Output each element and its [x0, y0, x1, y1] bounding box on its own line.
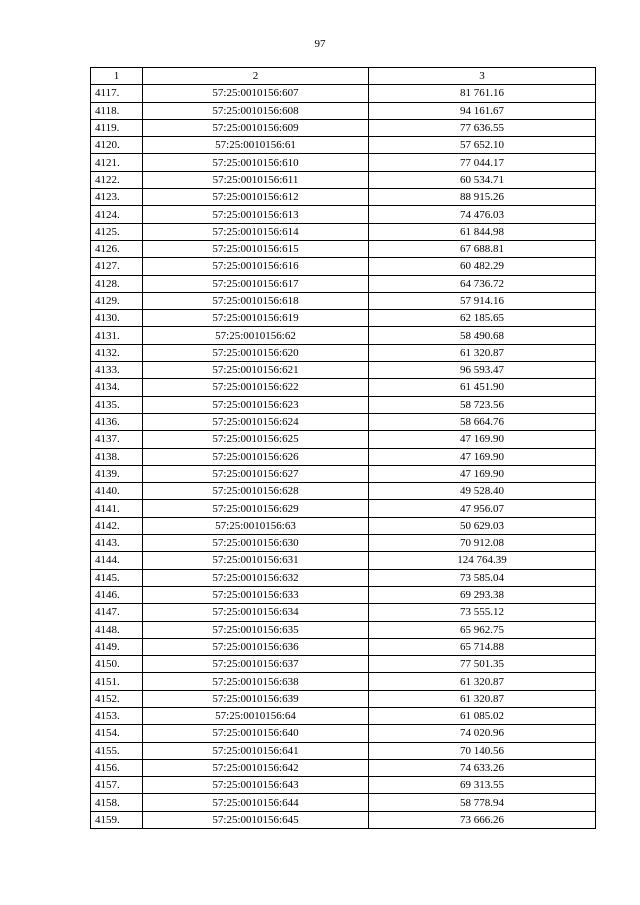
table-row [91, 759, 596, 776]
value-cell: 47 169.90 [369, 448, 596, 465]
table-row [91, 310, 596, 327]
row-number-cell: 4132. [91, 344, 143, 361]
table-row [91, 206, 596, 223]
table-row [91, 656, 596, 673]
row-number-cell: 4123. [91, 189, 143, 206]
cadastral-number-cell: 57:25:0010156:633 [143, 586, 369, 603]
table-row [91, 707, 596, 724]
row-number-cell: 4145. [91, 569, 143, 586]
cadastral-number-cell: 57:25:0010156:616 [143, 258, 369, 275]
value-cell: 88 915.26 [369, 189, 596, 206]
cadastral-number-cell: 57:25:0010156:636 [143, 638, 369, 655]
value-cell: 77 501.35 [369, 656, 596, 673]
header-row [91, 68, 596, 85]
table-row [91, 794, 596, 811]
value-cell: 74 633.26 [369, 759, 596, 776]
cadastral-number-cell: 57:25:0010156:614 [143, 223, 369, 240]
table-row [91, 240, 596, 257]
table-row [91, 604, 596, 621]
table-row [91, 171, 596, 188]
value-cell: 61 320.87 [369, 690, 596, 707]
cadastral-number-cell: 57:25:0010156:611 [143, 171, 369, 188]
cadastral-number-cell: 57:25:0010156:623 [143, 396, 369, 413]
value-cell: 47 169.90 [369, 431, 596, 448]
cadastral-number-cell: 57:25:0010156:64 [143, 707, 369, 724]
value-cell: 61 844.98 [369, 223, 596, 240]
cadastral-number-cell: 57:25:0010156:63 [143, 517, 369, 534]
value-cell: 61 451.90 [369, 379, 596, 396]
cadastral-number-cell: 57:25:0010156:638 [143, 673, 369, 690]
row-number-cell: 4142. [91, 517, 143, 534]
value-cell: 74 020.96 [369, 725, 596, 742]
cadastral-number-cell: 57:25:0010156:630 [143, 535, 369, 552]
row-number-cell: 4144. [91, 552, 143, 569]
value-cell: 58 490.68 [369, 327, 596, 344]
cadastral-number-cell: 57:25:0010156:629 [143, 500, 369, 517]
value-cell: 94 161.67 [369, 102, 596, 119]
table-row [91, 119, 596, 136]
row-number-cell: 4158. [91, 794, 143, 811]
table-row [91, 483, 596, 500]
cadastral-number-cell: 57:25:0010156:634 [143, 604, 369, 621]
table-row [91, 137, 596, 154]
value-cell: 77 636.55 [369, 119, 596, 136]
header-col-2: 2 [143, 68, 369, 85]
cadastral-number-cell: 57:25:0010156:620 [143, 344, 369, 361]
header-col-3: 3 [369, 68, 596, 85]
row-number-cell: 4131. [91, 327, 143, 344]
row-number-cell: 4146. [91, 586, 143, 603]
row-number-cell: 4148. [91, 621, 143, 638]
table-row [91, 621, 596, 638]
value-cell: 73 555.12 [369, 604, 596, 621]
cadastral-number-cell: 57:25:0010156:61 [143, 137, 369, 154]
value-cell: 61 320.87 [369, 673, 596, 690]
cadastral-number-cell: 57:25:0010156:637 [143, 656, 369, 673]
cadastral-number-cell: 57:25:0010156:642 [143, 759, 369, 776]
table-row [91, 292, 596, 309]
row-number-cell: 4143. [91, 535, 143, 552]
cadastral-number-cell: 57:25:0010156:608 [143, 102, 369, 119]
cadastral-number-cell: 57:25:0010156:610 [143, 154, 369, 171]
value-cell: 47 169.90 [369, 465, 596, 482]
cadastral-number-cell: 57:25:0010156:607 [143, 85, 369, 102]
row-number-cell: 4134. [91, 379, 143, 396]
row-number-cell: 4149. [91, 638, 143, 655]
value-cell: 61 085.02 [369, 707, 596, 724]
table-row [91, 431, 596, 448]
table-row [91, 154, 596, 171]
table-header [91, 68, 596, 85]
row-number-cell: 4130. [91, 310, 143, 327]
row-number-cell: 4157. [91, 777, 143, 794]
cadastral-number-cell: 57:25:0010156:619 [143, 310, 369, 327]
row-number-cell: 4126. [91, 240, 143, 257]
row-number-cell: 4141. [91, 500, 143, 517]
cadastral-number-cell: 57:25:0010156:62 [143, 327, 369, 344]
table-row [91, 725, 596, 742]
row-number-cell: 4152. [91, 690, 143, 707]
table-body [91, 85, 596, 829]
table-row [91, 102, 596, 119]
table-row [91, 362, 596, 379]
header-col-1: 1 [91, 68, 143, 85]
value-cell: 57 914.16 [369, 292, 596, 309]
row-number-cell: 4136. [91, 413, 143, 430]
value-cell: 50 629.03 [369, 517, 596, 534]
table-row [91, 413, 596, 430]
value-cell: 69 293.38 [369, 586, 596, 603]
data-table [90, 67, 596, 829]
cadastral-number-cell: 57:25:0010156:617 [143, 275, 369, 292]
value-cell: 65 962.75 [369, 621, 596, 638]
cadastral-number-cell: 57:25:0010156:627 [143, 465, 369, 482]
value-cell: 47 956.07 [369, 500, 596, 517]
table-row [91, 258, 596, 275]
table-row [91, 189, 596, 206]
page-number: 97 [314, 38, 326, 50]
table-row [91, 586, 596, 603]
table-row [91, 811, 596, 828]
table-row [91, 275, 596, 292]
value-cell: 61 320.87 [369, 344, 596, 361]
table-row [91, 379, 596, 396]
cadastral-number-cell: 57:25:0010156:641 [143, 742, 369, 759]
value-cell: 77 044.17 [369, 154, 596, 171]
cadastral-number-cell: 57:25:0010156:624 [143, 413, 369, 430]
value-cell: 70 912.08 [369, 535, 596, 552]
cadastral-number-cell: 57:25:0010156:639 [143, 690, 369, 707]
value-cell: 58 664.76 [369, 413, 596, 430]
value-cell: 67 688.81 [369, 240, 596, 257]
cadastral-number-cell: 57:25:0010156:622 [143, 379, 369, 396]
table-row [91, 223, 596, 240]
row-number-cell: 4139. [91, 465, 143, 482]
value-cell: 96 593.47 [369, 362, 596, 379]
cadastral-number-cell: 57:25:0010156:621 [143, 362, 369, 379]
row-number-cell: 4127. [91, 258, 143, 275]
table-row [91, 500, 596, 517]
table-row [91, 465, 596, 482]
cadastral-number-cell: 57:25:0010156:628 [143, 483, 369, 500]
cadastral-number-cell: 57:25:0010156:609 [143, 119, 369, 136]
row-number-cell: 4140. [91, 483, 143, 500]
row-number-cell: 4151. [91, 673, 143, 690]
table-row [91, 569, 596, 586]
row-number-cell: 4125. [91, 223, 143, 240]
cadastral-number-cell: 57:25:0010156:635 [143, 621, 369, 638]
value-cell: 70 140.56 [369, 742, 596, 759]
value-cell: 62 185.65 [369, 310, 596, 327]
value-cell: 58 778.94 [369, 794, 596, 811]
row-number-cell: 4159. [91, 811, 143, 828]
value-cell: 60 482.29 [369, 258, 596, 275]
row-number-cell: 4122. [91, 171, 143, 188]
table-row [91, 85, 596, 102]
row-number-cell: 4118. [91, 102, 143, 119]
value-cell: 58 723.56 [369, 396, 596, 413]
value-cell: 73 666.26 [369, 811, 596, 828]
value-cell: 64 736.72 [369, 275, 596, 292]
value-cell: 124 764.39 [369, 552, 596, 569]
table-row [91, 517, 596, 534]
cadastral-number-cell: 57:25:0010156:632 [143, 569, 369, 586]
row-number-cell: 4133. [91, 362, 143, 379]
cadastral-number-cell: 57:25:0010156:618 [143, 292, 369, 309]
row-number-cell: 4154. [91, 725, 143, 742]
row-number-cell: 4155. [91, 742, 143, 759]
table-row [91, 448, 596, 465]
value-cell: 57 652.10 [369, 137, 596, 154]
table-row [91, 344, 596, 361]
row-number-cell: 4138. [91, 448, 143, 465]
cadastral-number-cell: 57:25:0010156:615 [143, 240, 369, 257]
table-row [91, 638, 596, 655]
table-row [91, 690, 596, 707]
value-cell: 81 761.16 [369, 85, 596, 102]
row-number-cell: 4121. [91, 154, 143, 171]
value-cell: 65 714.88 [369, 638, 596, 655]
row-number-cell: 4137. [91, 431, 143, 448]
value-cell: 60 534.71 [369, 171, 596, 188]
cadastral-number-cell: 57:25:0010156:625 [143, 431, 369, 448]
cadastral-number-cell: 57:25:0010156:640 [143, 725, 369, 742]
table-row [91, 777, 596, 794]
value-cell: 49 528.40 [369, 483, 596, 500]
cadastral-number-cell: 57:25:0010156:612 [143, 189, 369, 206]
row-number-cell: 4153. [91, 707, 143, 724]
value-cell: 73 585.04 [369, 569, 596, 586]
row-number-cell: 4156. [91, 759, 143, 776]
table-row [91, 327, 596, 344]
row-number-cell: 4150. [91, 656, 143, 673]
cadastral-number-cell: 57:25:0010156:643 [143, 777, 369, 794]
table-row [91, 535, 596, 552]
cadastral-number-cell: 57:25:0010156:626 [143, 448, 369, 465]
cadastral-number-cell: 57:25:0010156:613 [143, 206, 369, 223]
row-number-cell: 4128. [91, 275, 143, 292]
value-cell: 69 313.55 [369, 777, 596, 794]
table-row [91, 742, 596, 759]
table-row [91, 396, 596, 413]
table-row [91, 673, 596, 690]
table-row [91, 552, 596, 569]
cadastral-number-cell: 57:25:0010156:644 [143, 794, 369, 811]
row-number-cell: 4120. [91, 137, 143, 154]
cadastral-number-cell: 57:25:0010156:631 [143, 552, 369, 569]
row-number-cell: 4117. [91, 85, 143, 102]
value-cell: 74 476.03 [369, 206, 596, 223]
row-number-cell: 4129. [91, 292, 143, 309]
row-number-cell: 4147. [91, 604, 143, 621]
row-number-cell: 4124. [91, 206, 143, 223]
row-number-cell: 4119. [91, 119, 143, 136]
row-number-cell: 4135. [91, 396, 143, 413]
cadastral-number-cell: 57:25:0010156:645 [143, 811, 369, 828]
